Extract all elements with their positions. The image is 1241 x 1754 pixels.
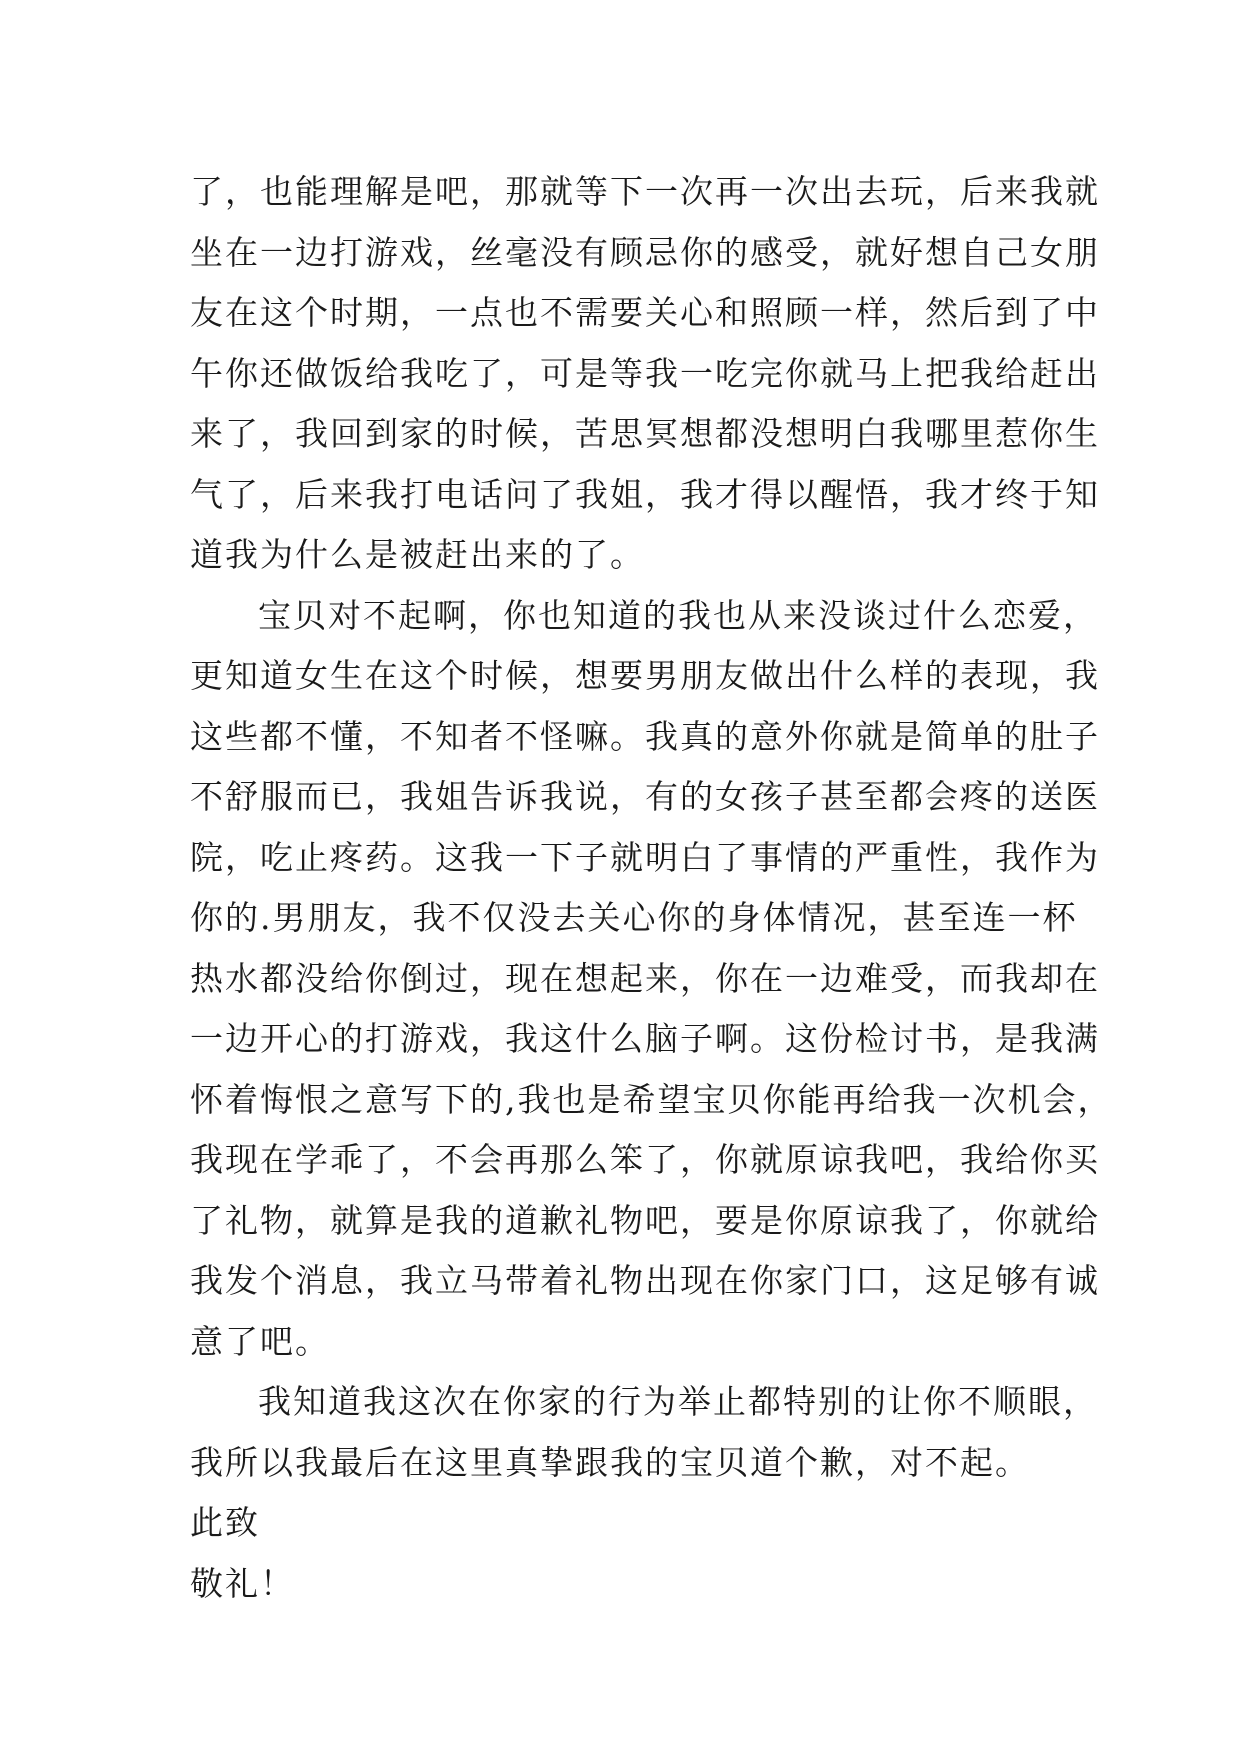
text-line: 气了，后来我打电话问了我姐，我才得以醒悟，我才终于知	[190, 474, 1100, 514]
paragraph-first-line: 我知道我这次在你家的行为举止都特别的让你不顺眼，	[258, 1382, 1098, 1421]
text-line: 午你还做饭给我吃了，可是等我一吃完你就马上把我给赶出	[190, 353, 1100, 393]
letter-body	[190, 162, 1113, 1614]
closing-line: 此致	[190, 1503, 260, 1542]
text-line: 道我为什么是被赶出来的了。	[190, 535, 645, 574]
text-line: 我现在学乖了，不会再那么笨了，你就原谅我吧，我给你买	[190, 1140, 1100, 1179]
text-line: 院，吃止疼药。这我一下子就明白了事情的严重性，我作为	[190, 837, 1100, 877]
text-line: 了礼物，就算是我的道歉礼物吧，要是你原谅我了，你就给	[190, 1200, 1100, 1240]
text-line: 怀着悔恨之意写下的,我也是希望宝贝你能再给我一次机会，	[190, 1079, 1113, 1119]
text-line: 这些都不懂，不知者不怪嘛。我真的意外你就是简单的肚子	[190, 716, 1100, 756]
text-line: 坐在一边打游戏，丝毫没有顾忌你的感受，就好想自己女朋	[190, 232, 1100, 272]
text-line: 友在这个时期，一点也不需要关心和照顾一样，然后到了中	[190, 293, 1100, 332]
text-line: 我所以我最后在这里真挚跟我的宝贝道个歉，对不起。	[190, 1442, 1030, 1482]
salutation-line: 敬礼！	[190, 1563, 295, 1603]
text-line: 更知道女生在这个时候，想要男朋友做出什么样的表现，我	[190, 656, 1100, 695]
text-line: 我发个消息，我立马带着礼物出现在你家门口，这足够有诚	[190, 1261, 1100, 1300]
text-line: 热水都没给你倒过，现在想起来，你在一边难受，而我却在	[190, 958, 1100, 998]
text-line: 你的.男朋友，我不仅没去关心你的身体情况，甚至连一杯	[190, 898, 1078, 937]
text-line: 了，也能理解是吧，那就等下一次再一次出去玩，后来我就	[190, 172, 1100, 211]
paragraph-first-line: 宝贝对不起啊，你也知道的我也从来没谈过什么恋爱，	[258, 595, 1098, 635]
text-line: 不舒服而已，我姐告诉我说，有的女孩子甚至都会疼的送医	[190, 777, 1100, 816]
text-line: 来了，我回到家的时候，苦思冥想都没想明白我哪里惹你生	[190, 414, 1100, 453]
text-line: 一边开心的打游戏，我这什么脑子啊。这份检讨书，是我满	[190, 1019, 1100, 1058]
text-line: 意了吧。	[190, 1321, 330, 1361]
